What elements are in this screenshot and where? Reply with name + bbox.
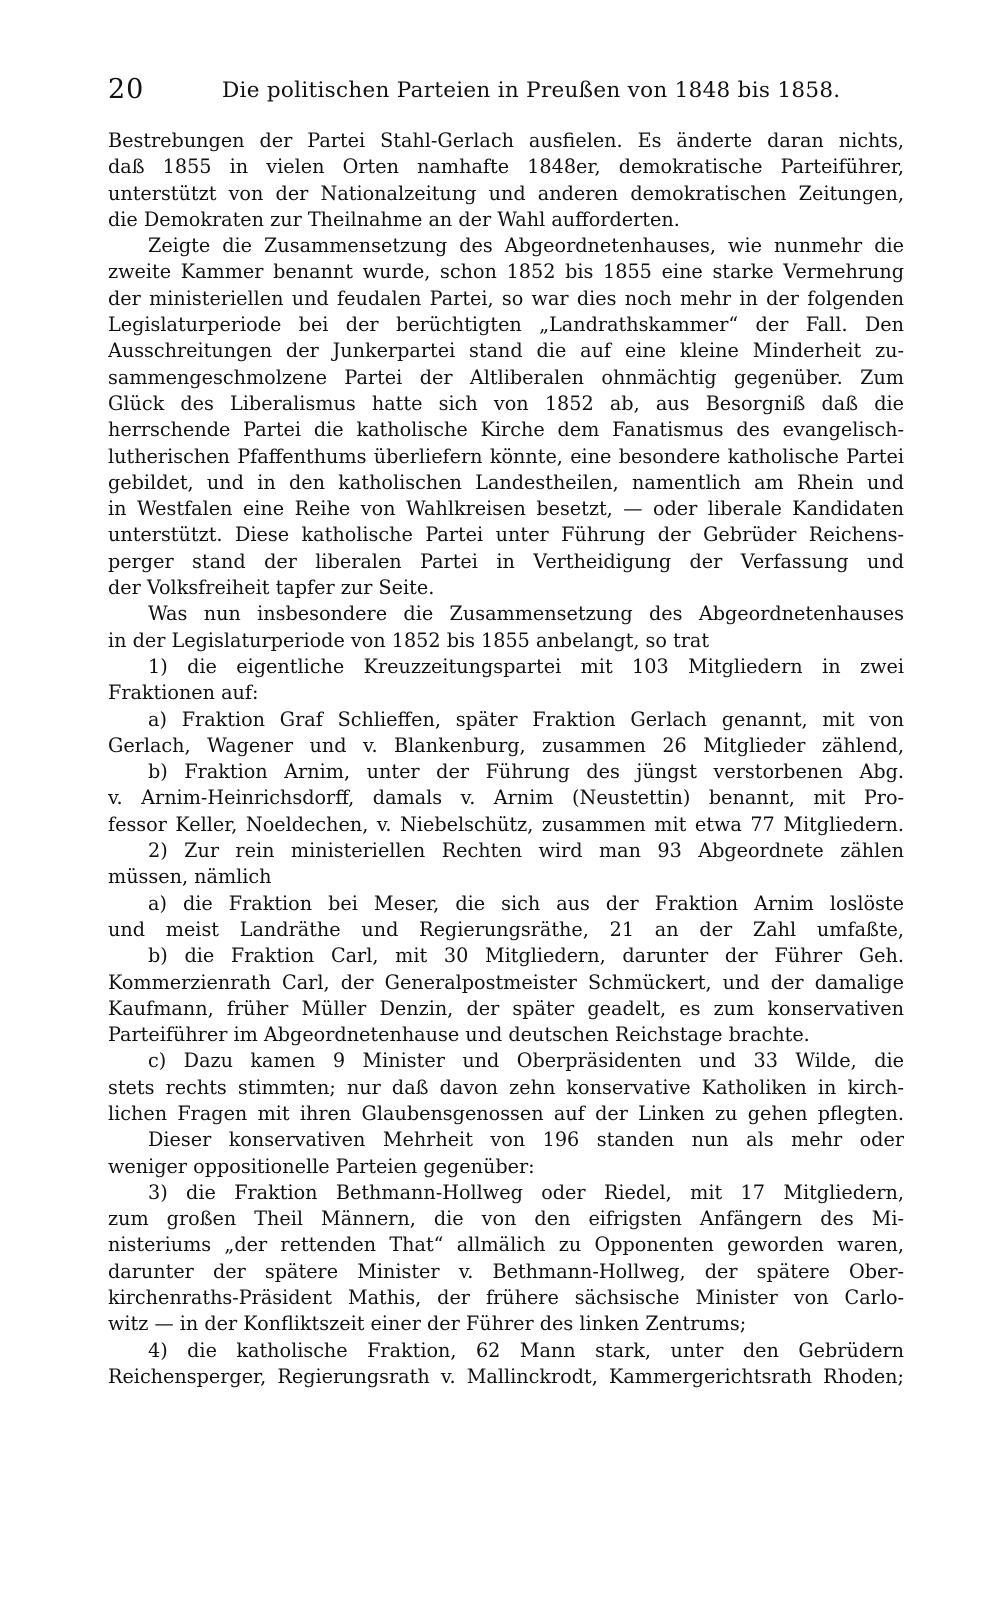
text-line: Legislaturperiode bei der berüchtigten „Landrathskammer“ der Fall. Den (108, 313, 904, 337)
text-line: und meist Landräthe und Regierungsräthe, 21 an der Zahl umfaßte, (108, 917, 904, 941)
text-line: b) die Fraktion Carl, mit 30 Mitgliedern, darunter der Führer Geh. (148, 944, 904, 968)
text-line: Fraktionen auf: (108, 681, 259, 705)
body-text (108, 128, 904, 1390)
text-line: nisteriums „der rettenden That“ allmälich zu Opponenten geworden waren, (108, 1233, 904, 1257)
text-line: Was nun insbesondere die Zusammensetzung des Abgeordnetenhauses (148, 602, 904, 626)
text-line: a) die Fraktion bei Meser, die sich aus der Fraktion Arnim loslöste (148, 891, 904, 915)
text-line: Glück des Liberalismus hatte sich von 1852 ab, aus Besorgniß daß die (108, 391, 904, 415)
text-line: müssen, nämlich (108, 865, 272, 889)
page-number: 20 (108, 74, 145, 105)
text-line: 4) die katholische Fraktion, 62 Mann stark, unter den Gebrüdern (148, 1338, 904, 1362)
text-line: b) Fraktion Arnim, unter der Führung des jüngst verstorbenen Abg. (148, 760, 904, 784)
text-line: Reichensperger, Regierungsrath v. Mallinckrodt, Kammergerichtsrath Rhoden; (108, 1364, 904, 1388)
text-line: a) Fraktion Graf Schlieffen, später Fraktion Gerlach genannt, mit von (148, 707, 904, 731)
text-line: perger stand der liberalen Partei in Vertheidigung der Verfassung und (108, 549, 904, 573)
text-line: in der Legislaturperiode von 1852 bis 1855 anbelangt, so trat (108, 628, 710, 652)
text-line: Ausschreitungen der Junkerpartei stand die auf eine kleine Minderheit zu- (108, 339, 904, 363)
text-line: gebildet, und in den katholischen Landestheilen, namentlich am Rhein und (108, 470, 904, 494)
text-line: die Demokraten zur Theilnahme an der Wahl aufforderten. (108, 207, 680, 231)
text-line: zum großen Theil Männern, die von den eifrigsten Anfängern des Mi- (108, 1207, 904, 1231)
text-line: weniger oppositionelle Parteien gegenüber: (108, 1154, 535, 1178)
text-line: in Westfalen eine Reihe von Wahlkreisen besetzt, — oder liberale Kandidaten (108, 497, 904, 521)
text-line: unterstützt. Diese katholische Partei unter Führung der Gebrüder Reichens- (108, 523, 904, 547)
text-line: v. Arnim-Heinrichsdorff, damals v. Arnim (Neustettin) benannt, mit Pro- (108, 786, 904, 810)
text-line: Bestrebungen der Partei Stahl-Gerlach ausfielen. Es änderte daran nichts, (108, 129, 904, 152)
text-line: kirchenraths-Präsident Mathis, der frühere sächsische Minister von Carlo- (108, 1286, 904, 1310)
text-line: Zeigte die Zusammensetzung des Abgeordnetenhauses, wie nunmehr die (148, 234, 904, 258)
text-line: c) Dazu kamen 9 Minister und Oberpräsidenten und 33 Wilde, die (148, 1049, 904, 1073)
text-line: fessor Keller, Noeldechen, v. Niebelschütz, zusammen mit etwa 77 Mitgliedern. (108, 812, 904, 836)
text-line: Parteiführer im Abgeordnetenhause und deutschen Reichstage brachte. (108, 1023, 810, 1047)
text-line: 1) die eigentliche Kreuzzeitungspartei mit 103 Mitgliedern in zwei (148, 654, 904, 678)
text-line: lutherischen Pfaffenthums überliefern könnte, eine besondere katholische Partei (108, 444, 904, 468)
text-line: Kommerzienrath Carl, der Generalpostmeister Schmückert, und der damalige (108, 970, 904, 994)
text-line: darunter der spätere Minister v. Bethmann-Hollweg, der spätere Ober- (108, 1259, 904, 1283)
text-line: stets rechts stimmten; nur daß davon zehn konservative Katholiken in kirch- (108, 1075, 904, 1099)
page-header (108, 74, 908, 114)
text-line: unterstützt von der Nationalzeitung und anderen demokratischen Zeitungen, (108, 181, 904, 205)
text-line: Gerlach, Wagener und v. Blankenburg, zusammen 26 Mitglieder zählend, (108, 733, 904, 757)
text-line: witz — in der Konfliktszeit einer der Führer des linken Zentrums; (108, 1312, 747, 1336)
text-line: Kaufmann, früher Müller Denzin, der später geadelt, es zum konservativen (108, 996, 904, 1020)
text-line: Dieser konservativen Mehrheit von 196 standen nun als mehr oder (148, 1128, 904, 1152)
text-line: der Volksfreiheit tapfer zur Seite. (108, 576, 435, 600)
text-line: daß 1855 in vielen Orten namhafte 1848er, demokratische Parteiführer, (108, 155, 904, 179)
text-line: zweite Kammer benannt wurde, schon 1852 bis 1855 eine starke Vermehrung (108, 260, 904, 284)
text-line: sammengeschmolzene Partei der Altliberalen ohnmächtig gegenüber. Zum (108, 365, 904, 389)
running-title: Die politischen Parteien in Preußen von 1848 bis 1858. (222, 78, 841, 103)
text-line: der ministeriellen und feudalen Partei, so war dies noch mehr in der folgenden (108, 286, 904, 310)
text-line: 3) die Fraktion Bethmann-Hollweg oder Riedel, mit 17 Mitgliedern, (148, 1180, 904, 1204)
text-line: 2) Zur rein ministeriellen Rechten wird man 93 Abgeordnete zählen (148, 839, 904, 863)
text-line: lichen Fragen mit ihren Glaubensgenossen auf der Linken zu gehen pflegten. (108, 1101, 904, 1125)
text-line: herrschende Partei die katholische Kirche dem Fanatismus des evangelisch- (108, 418, 904, 442)
